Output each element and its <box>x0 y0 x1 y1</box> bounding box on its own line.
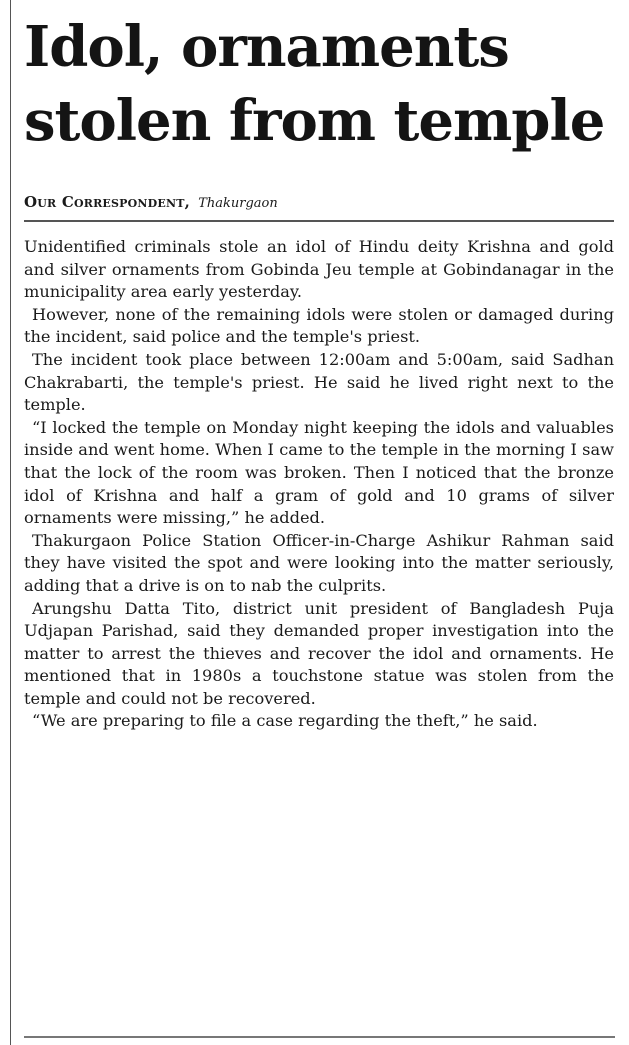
article-paragraph: “We are preparing to file a case regarding the theft,” he said. <box>32 711 538 731</box>
headline: Idol, ornaments stolen from temple <box>24 14 605 154</box>
byline-author: Our Correspondent, <box>24 193 191 211</box>
byline <box>24 192 614 222</box>
article-paragraph: The incident took place between 12:00am and 5:00am, said Sadhan Chakrabarti, the temple's priest. He said he lived right next to the temple. <box>24 349 614 415</box>
article-paragraph: Thakurgaon Police Station Officer-in-Charge Ashikur Rahman said they have visited the spot and were looking into the matter seriously, adding that a drive is on to nab the culprits. <box>24 530 614 595</box>
article-paragraph: Arungshu Datta Tito, district unit president of Bangladesh Puja Udjapan Parishad, said they demanded proper investigation into the matter to arrest the thieves and recover the idol and ornaments. He mentioned that in 1980s a touchstone statue was stolen from the temple and could not be recovered. <box>24 598 614 708</box>
article-paragraph: However, none of the remaining idols were stolen or damaged during the incident, said police and the temple's priest. <box>24 304 614 347</box>
article-paragraph: Unidentified criminals stole an idol of Hindu deity Krishna and gold and silver ornaments from Gobinda Jeu temple at Gobindanagar in the municipality area early yesterday. <box>24 237 614 302</box>
article-body <box>24 236 614 733</box>
article-paragraph: “I locked the temple on Monday night keeping the idols and valuables inside and went home. When I came to the temple in the morning I saw that the lock of the room was broken. Then I noticed that the bronze idol of Krishna and half a gram of gold and 10 grams of silver ornaments were missing,” he added. <box>24 417 614 528</box>
bottom-rule <box>24 1036 615 1038</box>
byline-location: Thakurgaon <box>198 196 278 211</box>
left-column-rule <box>10 0 11 1045</box>
